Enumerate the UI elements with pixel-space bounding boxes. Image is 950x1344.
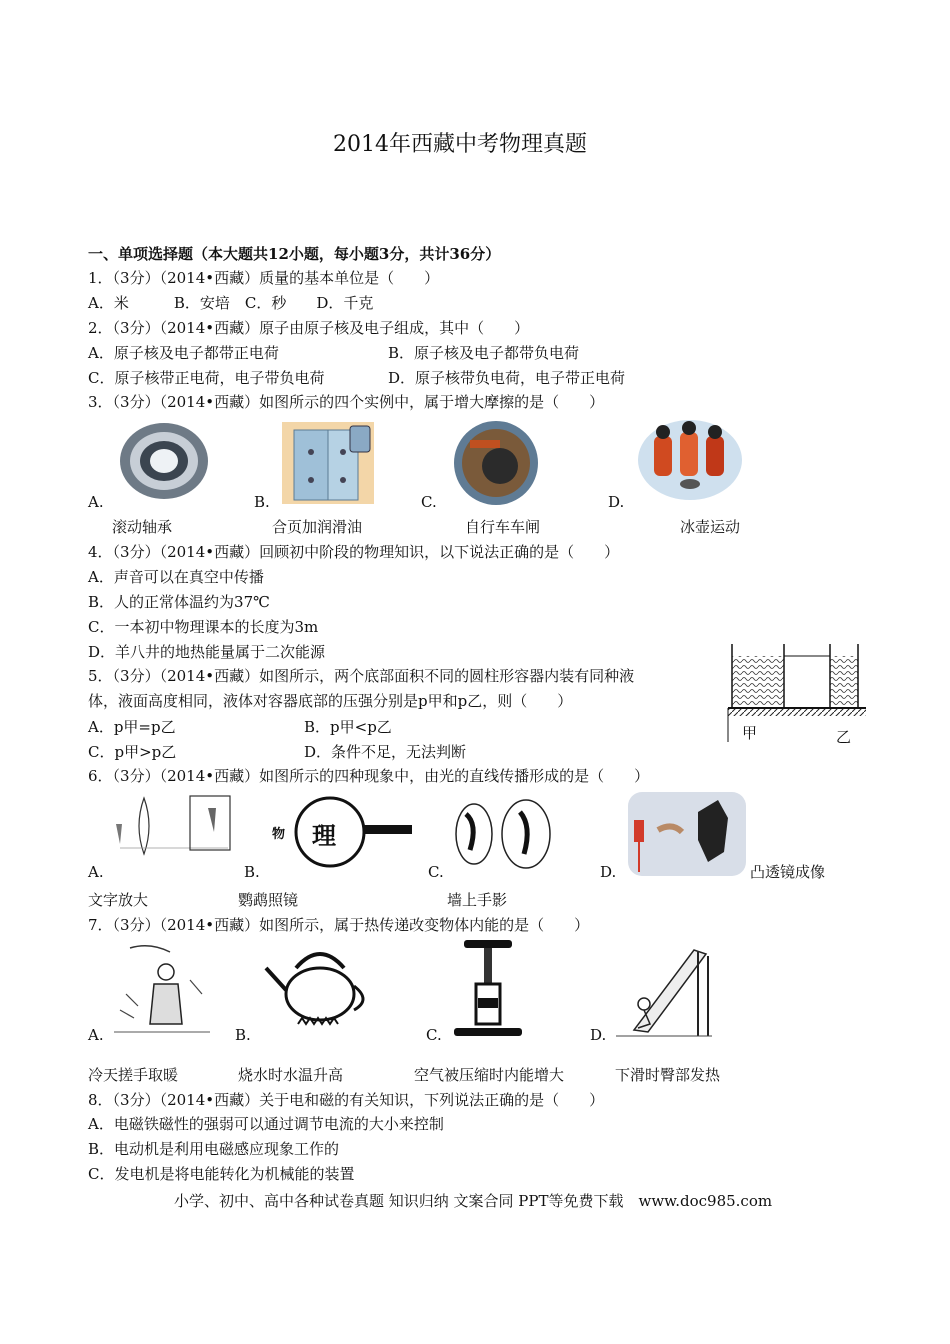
question-1-options: A．米 B．安培 C．秒 D．千克: [88, 294, 374, 312]
question-2-option-b: B．原子核及电子都带负电荷: [388, 344, 580, 362]
question-2-stem: 2．（3分）（2014•西藏）原子由原子核及电子组成，其中（ ）: [88, 319, 530, 337]
q3-letter-d: D.: [608, 493, 625, 511]
q3-caption-c: 自行车车闸: [465, 518, 541, 536]
q7-caption-a: 冷天搓手取暖: [88, 1066, 179, 1084]
question-2-option-c: C．原子核带正电荷，电子带负电荷: [88, 369, 325, 387]
air-compression-image: [450, 938, 526, 1042]
q3-letter-c: C.: [421, 493, 437, 511]
q7-letter-c: C.: [426, 1026, 442, 1044]
question-5-stem-line1: 5．（3分）（2014•西藏）如图所示，两个底部面积不同的圆柱形容器内装有同种液: [88, 667, 635, 685]
q3-caption-a: 滚动轴承: [112, 518, 173, 536]
q7-letter-b: B.: [235, 1026, 251, 1044]
q7-letter-a: A.: [88, 1026, 104, 1044]
container-label-yi: 乙: [836, 728, 852, 746]
q6-caption-d: 凸透镜成像: [750, 863, 826, 881]
parrot-mirror-image: [450, 794, 554, 874]
hinge-oil-image: [282, 422, 374, 504]
q7-letter-d: D.: [590, 1026, 607, 1044]
question-7-stem: 7．（3分）（2014•西藏）如图所示，属于热传递改变物体内能的是（ ）: [88, 916, 590, 934]
question-2-option-a: A．原子核及电子都带正电荷: [88, 344, 279, 362]
q6-letter-c: C.: [428, 863, 444, 881]
question-1-stem: 1．（3分）（2014•西藏）质量的基本单位是（ ）: [88, 269, 440, 287]
slide-image: [614, 940, 714, 1040]
bearing-image: [118, 420, 210, 502]
bicycle-brake-image: [450, 420, 542, 506]
question-5-option-c: C．p甲>p乙: [88, 743, 177, 761]
fig-b-word-large: 理: [312, 821, 336, 850]
q3-caption-b: 合页加润滑油: [272, 518, 363, 536]
question-8-stem: 8．（3分）（2014•西藏）关于电和磁的有关知识，下列说法正确的是（ ）: [88, 1091, 605, 1109]
magnifier-image: [110, 794, 234, 858]
q7-caption-d: 下滑时臀部发热: [615, 1066, 721, 1084]
question-8-option-a: A．电磁铁磁性的强弱可以通过调节电流的大小来控制: [88, 1115, 444, 1133]
question-6-stem: 6．（3分）（2014•西藏）如图所示的四种现象中，由光的直线传播形成的是（ ）: [88, 767, 650, 785]
question-2-option-d: D．原子核带负电荷，电子带正电荷: [388, 369, 626, 387]
question-4-option-c: C．一本初中物理课本的长度为3m: [88, 618, 319, 636]
question-4-option-d: D．羊八井的地热能量属于二次能源: [88, 643, 326, 661]
q6-letter-a: A.: [88, 863, 104, 881]
q7-caption-b: 烧水时水温升高: [238, 1066, 344, 1084]
q6-letter-d: D.: [600, 863, 617, 881]
q3-caption-d: 冰壶运动: [680, 518, 741, 536]
page-title: 2014年西藏中考物理真题: [333, 132, 587, 157]
section-heading: 一、单项选择题（本大题共12小题，每小题3分，共计36分）: [88, 245, 501, 263]
kettle-image: [262, 940, 378, 1030]
question-5-stem-line2: 体，液面高度相同，液体对容器底部的压强分别是p甲和p乙，则（ ）: [88, 692, 573, 710]
question-5-option-b: B．p甲<p乙: [304, 718, 392, 736]
container-label-jia: 甲: [742, 724, 758, 742]
question-8-option-b: B．电动机是利用电磁感应现象工作的: [88, 1140, 340, 1158]
q6-letter-b: B.: [244, 863, 260, 881]
question-4-option-a: A．声音可以在真空中传播: [88, 568, 264, 586]
q6-caption-a: 文字放大: [88, 891, 149, 909]
q6-caption-b: 鹦鹉照镜: [238, 891, 299, 909]
curling-image: [636, 418, 744, 502]
fig-b-word-small: 物: [272, 827, 286, 842]
question-4-option-b: B．人的正常体温约为37℃: [88, 593, 270, 611]
q3-letter-b: B.: [254, 493, 270, 511]
question-4-stem: 4．（3分）（2014•西藏）回顾初中阶段的物理知识，以下说法正确的是（ ）: [88, 543, 620, 561]
question-5-option-a: A．p甲=p乙: [88, 718, 176, 736]
question-5-option-d: D．条件不足，无法判断: [304, 743, 467, 761]
q7-caption-c: 空气被压缩时内能增大: [414, 1066, 565, 1084]
question-8-option-c: C．发电机是将电能转化为机械能的装置: [88, 1165, 355, 1183]
hand-shadow-image: [628, 792, 746, 876]
page-footer: 小学、初中、高中各种试卷真题 知识归纳 文案合同 PPT等免费下载 www.doc985.com: [174, 1192, 773, 1210]
q6-caption-c: 墙上手影: [447, 891, 508, 909]
question-3-stem: 3．（3分）（2014•西藏）如图所示的四个实例中，属于增大摩擦的是（ ）: [88, 393, 605, 411]
rubbing-hands-image: [110, 940, 214, 1040]
q3-letter-a: A.: [88, 493, 104, 511]
